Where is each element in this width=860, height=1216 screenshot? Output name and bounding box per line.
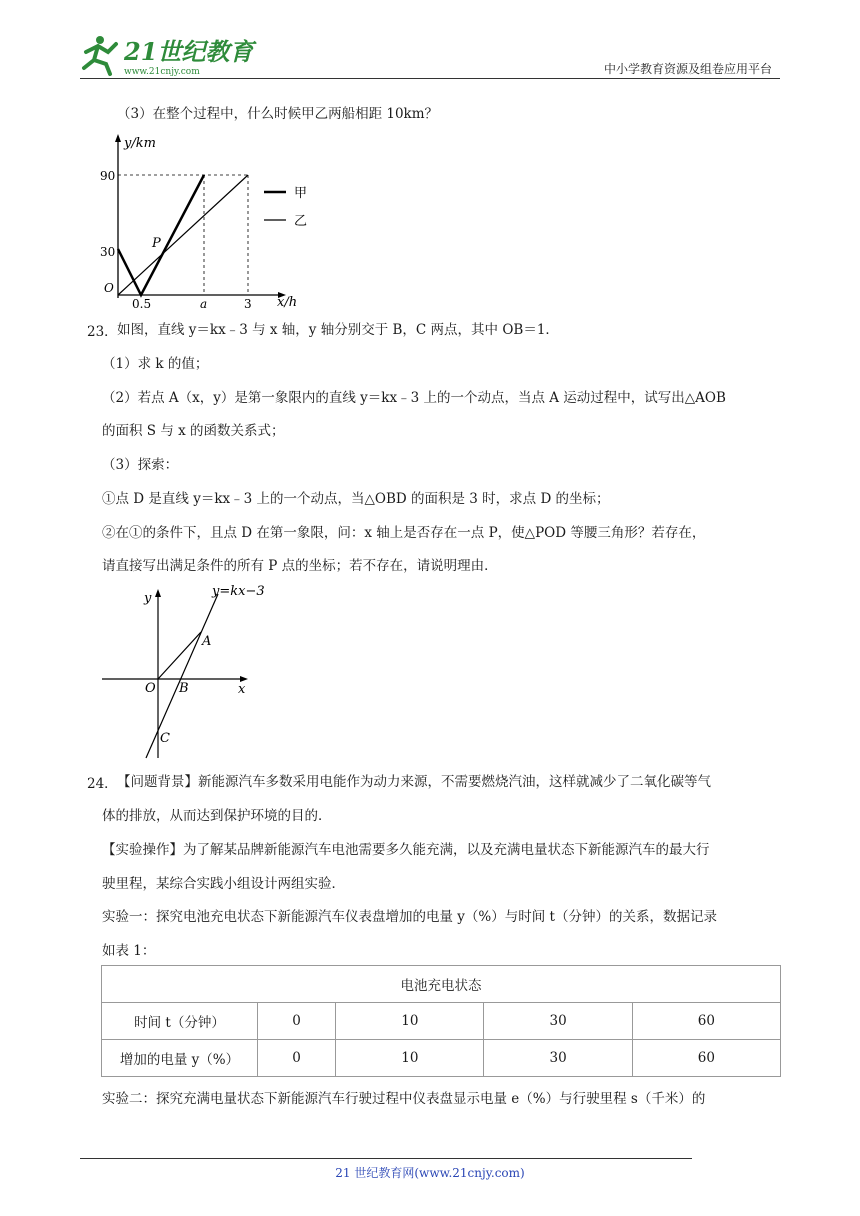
line-y-kx-3	[146, 594, 218, 758]
table-title-row	[102, 966, 781, 1003]
table-cell: 60	[632, 1003, 780, 1040]
table-cell: 30	[484, 1040, 632, 1077]
y-axis-label: y/km	[124, 136, 156, 151]
q24-exp1-line1: 实验一：探究电池充电状态下新能源汽车仪表盘增加的电量 y（%）与时间 t（分钟）的关系，数据记录	[102, 909, 717, 925]
y-axis-arrow-icon	[115, 134, 121, 142]
q23-part3-item2-line2: 请直接写出满足条件的所有 P 点的坐标；若不存在，请说明理由．	[102, 558, 498, 574]
table-cell: 10	[336, 1040, 484, 1077]
q23-part2-line1: （2）若点 A（x，y）是第一象限内的直线 y＝kx﹣3 上的一个动点，当点 A 运动过程中，试写出△AOB	[102, 390, 726, 406]
table-cell: 60	[632, 1040, 780, 1077]
segment-oa	[158, 632, 201, 679]
site-logo	[78, 30, 258, 78]
q22-part3: （3）在整个过程中，什么时候甲乙两船相距 10km？	[117, 106, 439, 122]
o-label: O	[145, 681, 156, 696]
q23-part2-line2: 的面积 S 与 x 的函数关系式；	[102, 423, 285, 439]
q24-exp2-line1: 实验二：探究充满电量状态下新能源汽车行驶过程中仪表盘显示电量 e（%）与行驶里程 s（千米）的	[102, 1091, 706, 1107]
legend-jia: 甲	[294, 186, 308, 201]
point-p-label: P	[152, 236, 161, 251]
q24-background-line2: 体的排放，从而达到保护环境的目的．	[102, 808, 332, 824]
q24-exp1-line2: 如表 1：	[102, 943, 156, 959]
table-cell: 10	[336, 1003, 484, 1040]
q23-part3-item2-line1: ②在①的条件下，且点 D 在第一象限，问：x 轴上是否存在一点 P，使△POD 等腰三角形？若存在，	[102, 525, 706, 541]
b-label: B	[179, 681, 189, 696]
tick-0-5: 0.5	[132, 297, 152, 310]
table-title: 电池充电状态	[102, 966, 781, 1003]
table-cell: 0	[258, 1040, 336, 1077]
q24-operation-line2: 驶里程，某综合实践小组设计两组实验．	[102, 876, 345, 892]
row-label-charge: 增加的电量 y（%）	[102, 1040, 258, 1077]
c-label: C	[160, 731, 170, 746]
line-label: y=kx−3	[212, 584, 265, 599]
q23-part3-item1: ①点 D 是直线 y＝kx﹣3 上的一个动点，当△OBD 的面积是 3 时，求点 D 的坐标；	[102, 491, 610, 507]
tick-30: 30	[100, 245, 116, 259]
site-tagline: 中小学教育资源及组卷应用平台	[603, 62, 772, 76]
q22-distance-graph	[96, 130, 326, 310]
footer-divider	[80, 1158, 692, 1159]
a-label: A	[202, 634, 212, 649]
x-axis-label: x/h	[277, 295, 298, 310]
q23-stem: 如图，直线 y＝kx﹣3 与 x 轴，y 轴分别交于 B，C 两点，其中 OB＝1．	[117, 322, 559, 338]
q24-number: 24．	[87, 776, 118, 792]
table-row	[102, 1003, 781, 1040]
logo-text: 21世纪教育	[124, 37, 254, 66]
runner-logo-icon	[84, 36, 116, 74]
y-label: y	[144, 591, 152, 606]
q23-part1: （1）求 k 的值；	[102, 356, 209, 372]
q23-number: 23．	[87, 324, 118, 340]
tick-a: a	[200, 297, 208, 310]
logo-url: www.21cnjy.com	[124, 67, 200, 77]
table-cell: 0	[258, 1003, 336, 1040]
q24-operation-line1: 【实验操作】为了解某品牌新能源汽车电池需要多久能充满，以及充满电量状态下新能源汽车的最大行	[102, 842, 710, 858]
charging-table	[101, 965, 781, 1077]
header-divider	[80, 78, 780, 79]
jia-line	[118, 175, 204, 295]
table-row	[102, 1040, 781, 1077]
tick-3: 3	[244, 297, 252, 310]
footer-text: 21 世纪教育网(www.21cnjy.com)	[335, 1166, 525, 1180]
tick-90: 90	[100, 169, 116, 183]
origin-label: O	[104, 281, 114, 295]
x-label: x	[238, 682, 246, 697]
legend-yi: 乙	[294, 214, 308, 229]
row-label-time: 时间 t（分钟）	[102, 1003, 258, 1040]
q23-part3: （3）探索：	[102, 457, 179, 473]
yi-line	[118, 175, 248, 295]
table-cell: 30	[484, 1003, 632, 1040]
y-axis-arrow-icon	[155, 589, 161, 597]
q24-background-line1: 【问题背景】新能源汽车多数采用电能作为动力来源，不需要燃烧汽油，这样就减少了二氧化碳等气	[117, 774, 711, 790]
q23-line-graph	[98, 580, 288, 760]
